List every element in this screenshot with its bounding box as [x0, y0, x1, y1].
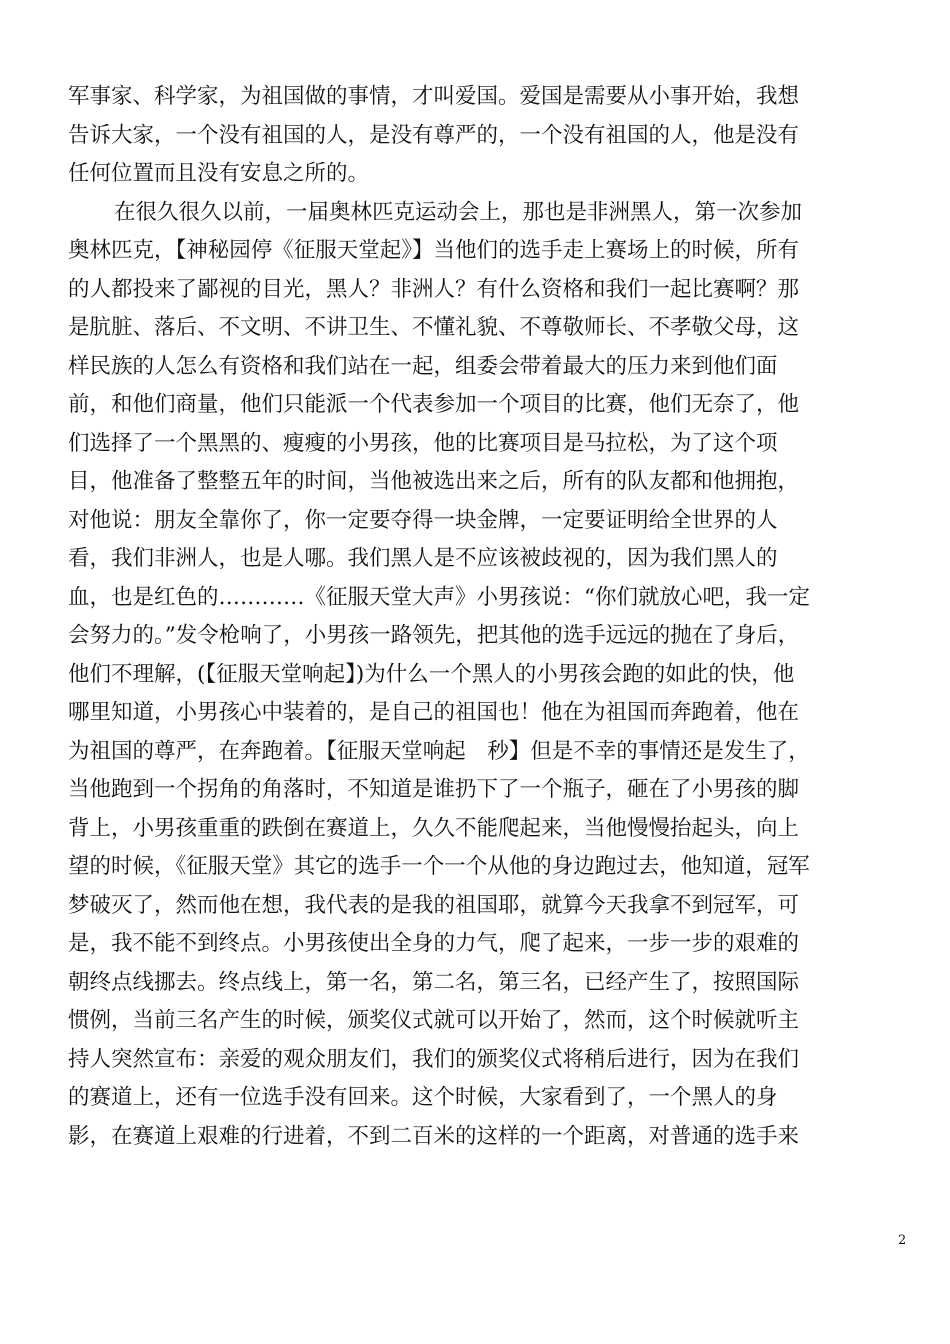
text-line: 背上，小男孩重重的跌倒在赛道上，久久不能爬起来，当他慢慢抬起头，向上: [68, 815, 800, 841]
body-text: [68, 78, 910, 1156]
text-line: 对他说：朋友全靠你了，你一定要夺得一块金牌，一定要证明给全世界的人: [68, 507, 778, 533]
text-line: 目，他准备了整整五年的时间，当他被选出来之后，所有的队友都和他拥抱，: [68, 469, 800, 494]
text-line: 哪里知道，小男孩心中装着的，是自己的祖国也！他在为祖国而奔跑着，他在: [68, 700, 800, 725]
text-line: 梦破灭了，然而他在想，我代表的是我的祖国耶，就算今天我拿不到冠军，可: [68, 892, 800, 918]
text-line: 奥林匹克，【神秘园停《征服天堂起》】当他们的选手走上赛场上的时候，所有: [68, 238, 800, 263]
text-line: 为祖国的尊严，在奔跑着。【征服天堂响起 秒】但是不幸的事情还是发生了，: [68, 738, 810, 764]
text-line: 会努力的。”发令枪响了，小男孩一路领先，把其他的选手远远的抛在了身后，: [68, 623, 800, 648]
text-line: 望的时候，《征服天堂》其它的选手一个一个从他的身边跑过去，他知道，冠军: [68, 854, 810, 879]
text-line: 朝终点线挪去。终点线上，第一名，第二名，第三名，已经产生了，按照国际: [68, 969, 800, 995]
text-line: 惯例，当前三名产生的时候，颁奖仪式就可以开始了，然而，这个时候就听主: [68, 1008, 800, 1033]
text-line: 前，和他们商量，他们只能派一个代表参加一个项目的比赛，他们无奈了，他: [68, 392, 800, 417]
text-line: 当他跑到一个拐角的角落时，不知道是谁扔下了一个瓶子，砸在了小男孩的脚: [68, 777, 800, 802]
text-line: 的人都投来了鄙视的目光，黑人？非洲人？有什么资格和我们一起比赛啊？那: [68, 276, 800, 302]
text-line: 军事家、科学家，为祖国做的事情，才叫爱国。爱国是需要从小事开始，我想: [68, 84, 800, 109]
text-line: 血，也是红色的…………《征服天堂大声》小男孩说：“你们就放心吧，我一定: [68, 584, 810, 610]
page-number: 2: [898, 1233, 907, 1248]
text-line: 持人突然宣布：亲爱的观众朋友们，我们的颁奖仪式将稍后进行，因为在我们: [68, 1046, 800, 1072]
text-line: 影，在赛道上艰难的行进着，不到二百米的这样的一个距离，对普通的选手来: [68, 1123, 800, 1149]
text-line: 是，我不能不到终点。小男孩使出全身的力气，爬了起来，一步一步的艰难的: [68, 931, 800, 956]
text-line: 他们不理解，(【征服天堂响起】)为什么一个黑人的小男孩会跑的如此的快，他: [68, 661, 795, 687]
paragraph-start-line: 在很久很久以前，一届奥林匹克运动会上，那也是非洲黑人，第一次参加: [114, 199, 803, 225]
text-line: 任何位置而且没有安息之所的。: [68, 161, 370, 186]
text-line: 是肮脏、落后、不文明、不讲卫生、不懂礼貌、不尊敬师长、不孝敬父母，这: [68, 315, 800, 340]
text-line: 看，我们非洲人，也是人哪。我们黑人是不应该被歧视的，因为我们黑人的: [68, 546, 778, 571]
text-line: 告诉大家，一个没有祖国的人，是没有尊严的，一个没有祖国的人，他是没有: [68, 122, 800, 148]
text-line: 的赛道上，还有一位选手没有回来。这个时候，大家看到了，一个黑人的身: [68, 1085, 778, 1110]
text-line: 样民族的人怎么有资格和我们站在一起，组委会带着最大的压力来到他们面: [68, 353, 778, 379]
text-line: 们选择了一个黑黑的、瘦瘦的小男孩，他的比赛项目是马拉松，为了这个项: [68, 430, 778, 456]
